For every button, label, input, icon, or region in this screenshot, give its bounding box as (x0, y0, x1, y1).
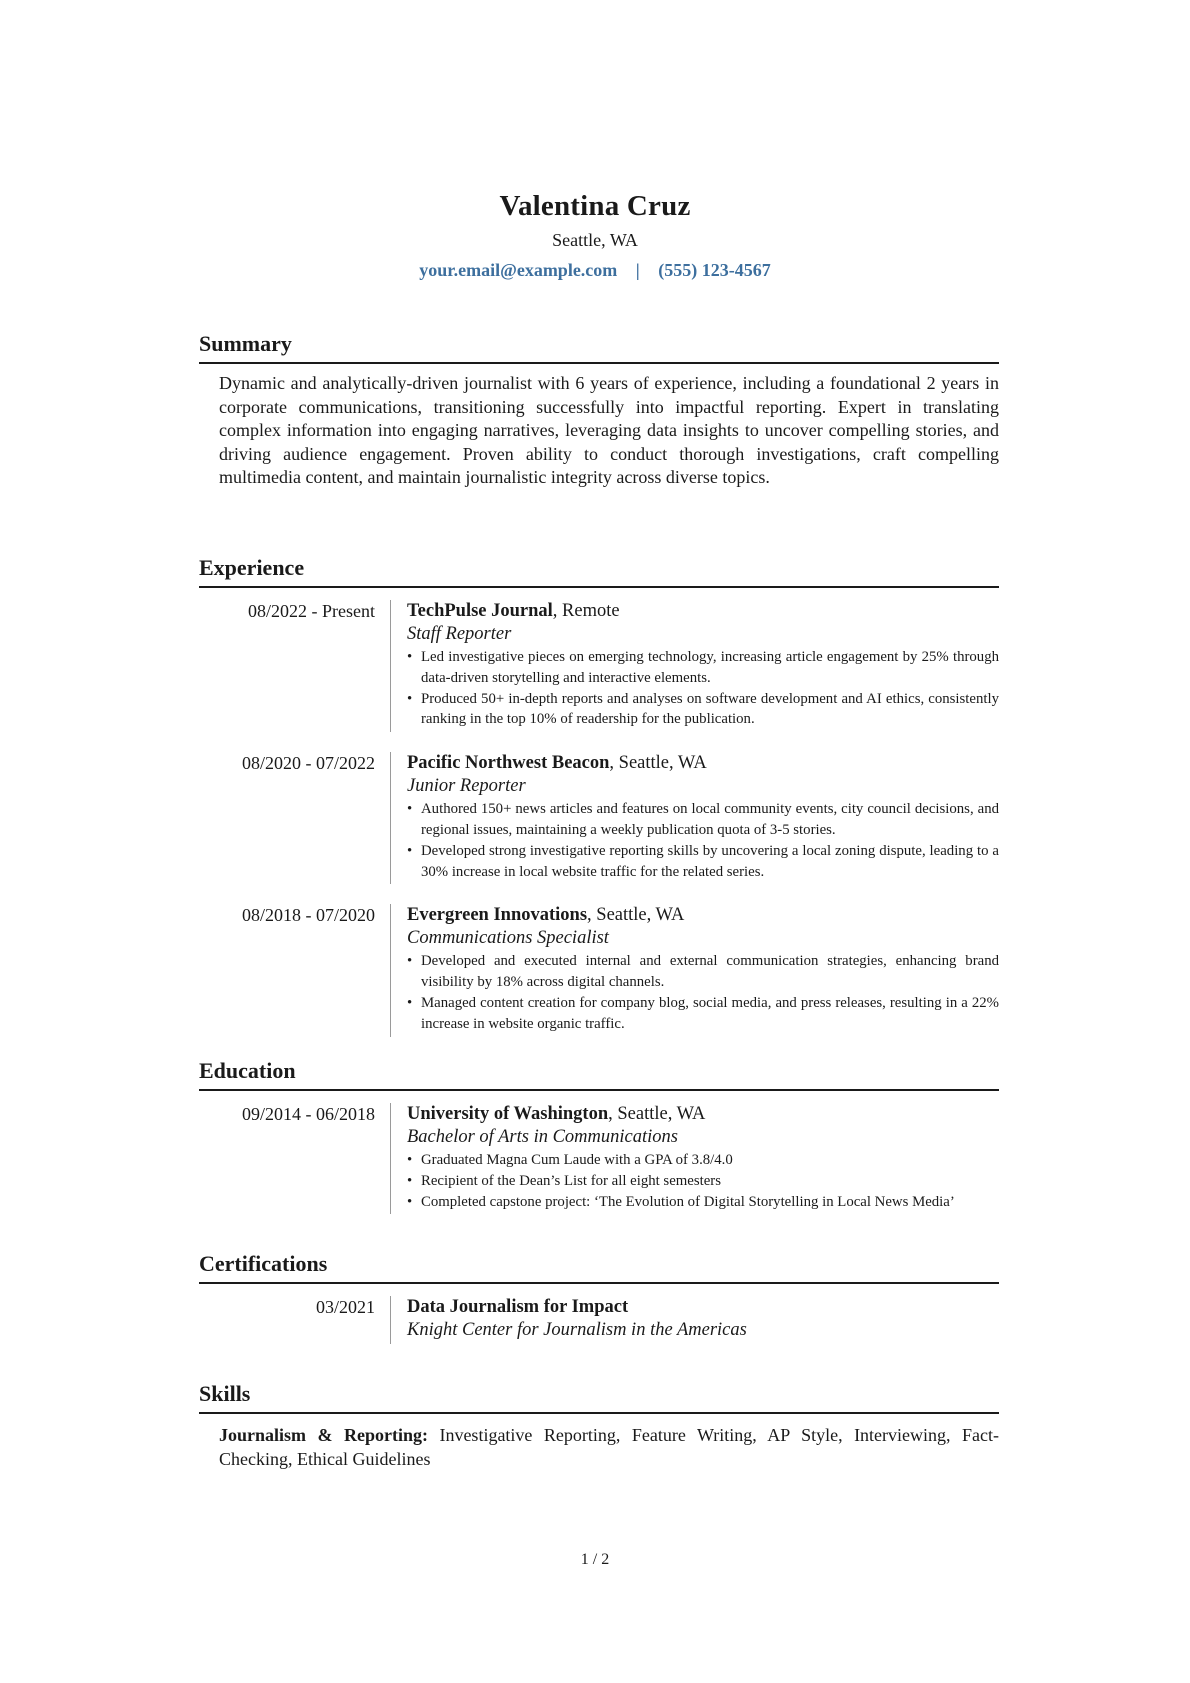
entry-date: 03/2021 (315, 1297, 375, 1317)
page-number: 1 / 2 (580, 1551, 610, 1568)
certification-entry (199, 1296, 999, 1344)
section-title-certifications: Certifications (199, 1250, 999, 1284)
experience-section (199, 554, 999, 1037)
entry-date: 08/2022 - Present (248, 601, 375, 621)
certifications-section (199, 1250, 999, 1344)
bullet-item: • Authored 150+ news articles and features on local community events, city council decisions, and regional issues, maintaining a weekly publication quota of 3-5 stories. (407, 799, 999, 841)
skills-list: Investigative Reporting, Feature Writing, AP Style, Interviewing, Fact-Checking, Ethical Guidelines (219, 1425, 999, 1469)
entry-organization: University of Washington (407, 1104, 609, 1124)
entry-degree: Bachelor of Arts in Communications (407, 1127, 678, 1147)
skills-text (219, 1424, 999, 1471)
phone-link[interactable]: (555) 123-4567 (658, 260, 771, 280)
entry-organization: TechPulse Journal (407, 601, 553, 621)
certification-name: Data Journalism for Impact (407, 1297, 629, 1317)
entry-title (407, 904, 999, 927)
experience-entry (199, 752, 999, 884)
entry-body (390, 1296, 999, 1344)
bullet-item: • Produced 50+ in-depth reports and analyses on software development and AI ethics, consistently ranking in the top 10% of readership for the publication. (407, 689, 999, 731)
entry-title (407, 752, 999, 775)
entry-date: 08/2020 - 07/2022 (242, 753, 375, 774)
entry-body (390, 600, 999, 732)
entry-title (407, 1103, 999, 1126)
entry-organization: Evergreen Innovations (407, 905, 588, 926)
section-title-skills: Skills (199, 1380, 999, 1414)
bullet-item: • Developed and executed internal and external communication strategies, enhancing brand visibility by 18% across digital channels. (407, 951, 999, 993)
certification-issuer: Knight Center for Journalism in the Americas (407, 1320, 747, 1340)
section-title-education: Education (199, 1057, 999, 1091)
entry-role: Staff Reporter (407, 624, 512, 644)
entry-body (390, 904, 999, 1036)
entry-bullets (407, 1150, 999, 1212)
section-title-summary: Summary (199, 330, 999, 364)
entry-bullets (407, 647, 999, 730)
candidate-location: Seattle, WA (552, 230, 638, 250)
entry-title (407, 600, 999, 623)
resume-header (0, 188, 1190, 282)
entry-role: Communications Specialist (407, 928, 609, 949)
entry-date: 09/2014 - 06/2018 (242, 1104, 375, 1124)
bullet-item: • Developed strong investigative reporting skills by uncovering a local zoning dispute, leading to a 30% increase in local website traffic for the related series. (407, 841, 999, 883)
entry-role: Junior Reporter (407, 776, 526, 797)
entry-body (390, 752, 999, 884)
candidate-name: Valentina Cruz (499, 190, 691, 222)
contact-line (0, 258, 1190, 282)
bullet-item: • Led investigative pieces on emerging technology, increasing article engagement by 25% through data-driven storytelling and interactive elements. (407, 647, 999, 689)
education-entry (199, 1103, 999, 1214)
entry-bullets (407, 951, 999, 1034)
contact-separator: | (635, 260, 640, 280)
summary-section (199, 330, 999, 490)
skills-category: Journalism & Reporting: (219, 1425, 428, 1445)
education-section (199, 1057, 999, 1214)
entry-location: , Seattle, WA (587, 905, 685, 926)
summary-text: Dynamic and analytically-driven journalist with 6 years of experience, including a foundational 2 years in corporate communications, transitioning successfully into impactful reporting. Expert in translating complex information into engaging narratives, leveraging data insights to uncover compelling stories, and driving audience engagement. Proven ability to conduct thorough investigations, craft compelling multimedia content, and maintain journalistic integrity across diverse topics. (219, 373, 999, 487)
skills-section (199, 1380, 999, 1471)
email-link[interactable]: your.email@example.com (419, 260, 618, 280)
experience-entry (199, 600, 999, 732)
entry-organization: Pacific Northwest Beacon (407, 753, 610, 774)
experience-entry (199, 904, 999, 1036)
entry-title (407, 1296, 999, 1319)
entry-bullets (407, 799, 999, 882)
entry-location: , Seattle, WA (609, 753, 707, 774)
entry-location: , Seattle, WA (608, 1104, 706, 1124)
section-title-experience: Experience (199, 554, 999, 588)
bullet-item: • Graduated Magna Cum Laude with a GPA of 3.8/4.0 (407, 1150, 999, 1171)
entry-location: , Remote (552, 601, 620, 621)
bullet-item: • Managed content creation for company blog, social media, and press releases, resulting in a 22% increase in website organic traffic. (407, 993, 999, 1035)
bullet-item: • Recipient of the Dean’s List for all eight semesters (407, 1171, 999, 1192)
bullet-item: • Completed capstone project: ‘The Evolution of Digital Storytelling in Local News Media’ (407, 1192, 999, 1213)
entry-body (390, 1103, 999, 1214)
entry-date: 08/2018 - 07/2020 (242, 905, 375, 926)
